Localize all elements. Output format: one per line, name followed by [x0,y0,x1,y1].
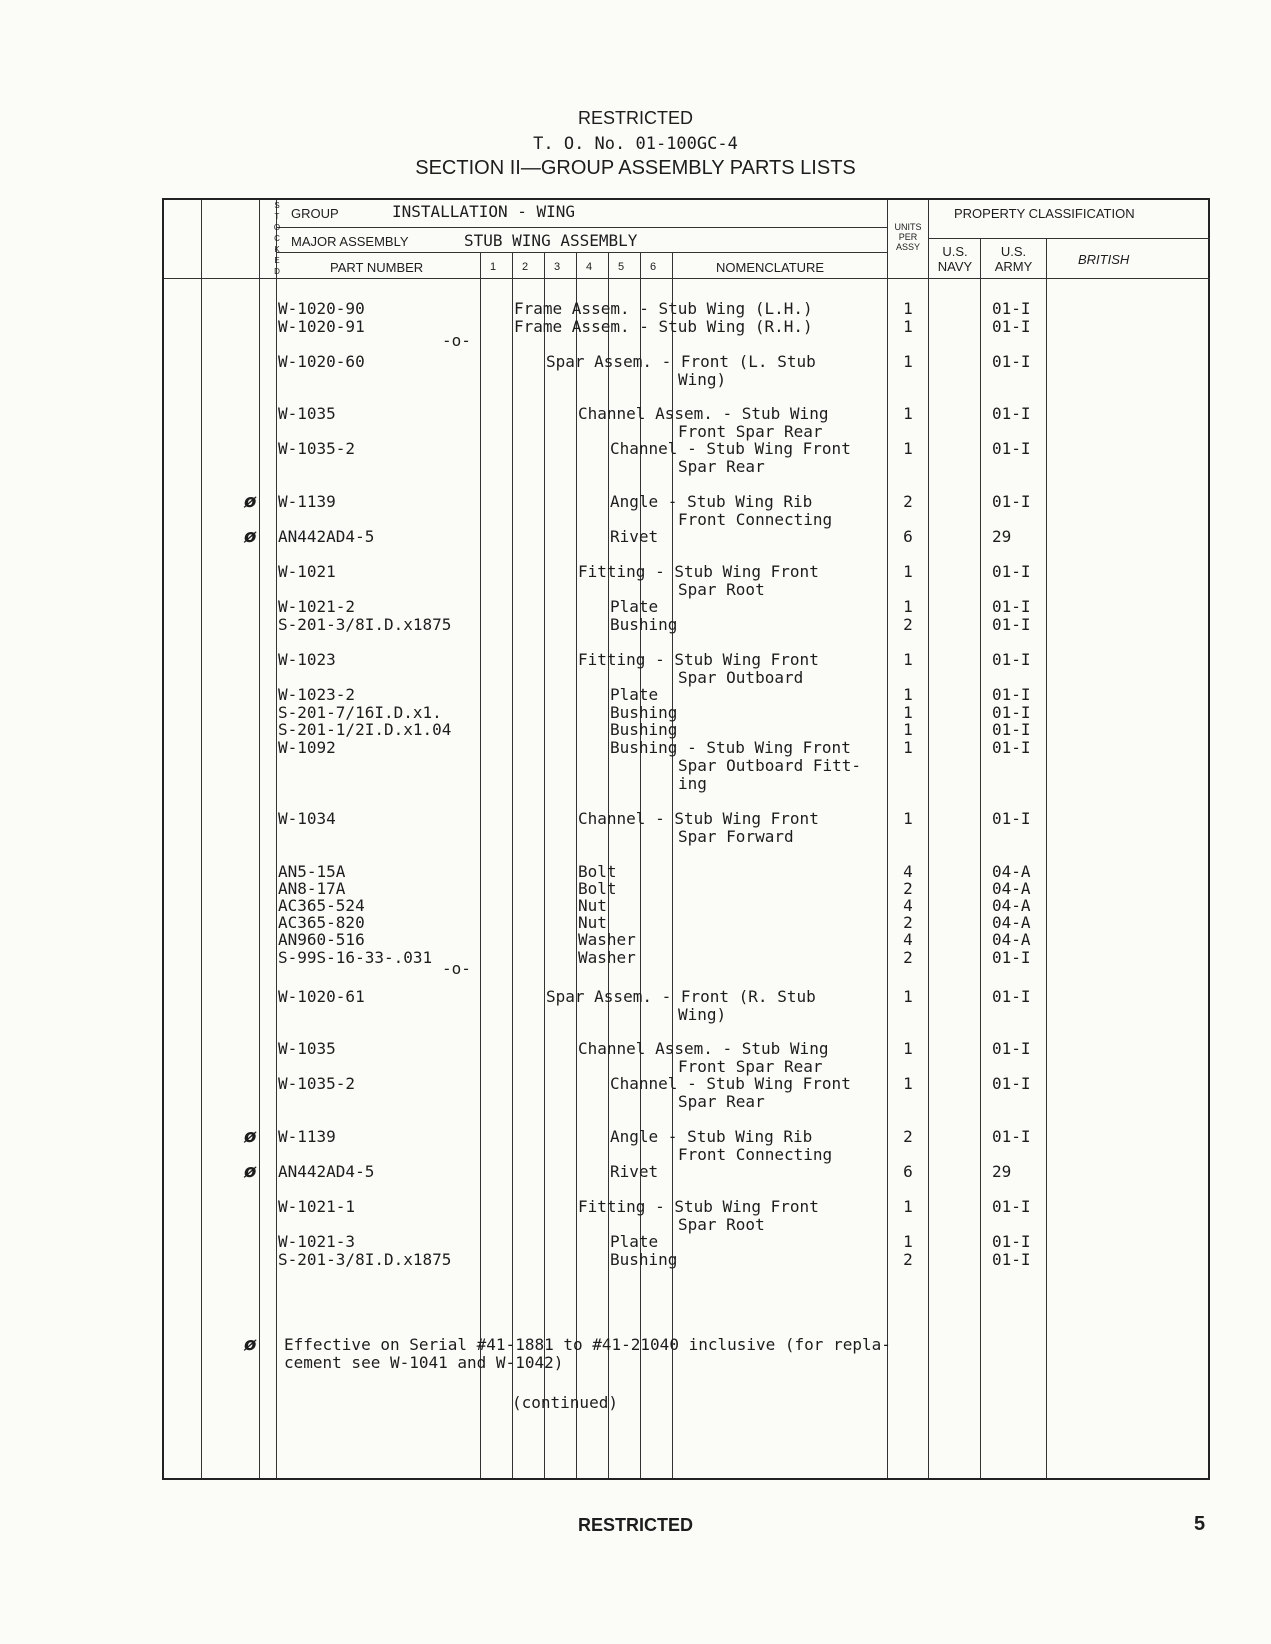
stocked-letter: S [274,201,280,210]
nomenclature: Front Connecting [678,510,833,529]
nomenclature: Spar Outboard [678,668,804,687]
indent-col-6: 6 [650,261,657,273]
indent-col-4: 4 [586,261,593,273]
part-number: S-201-1/2I.D.x1.04 [278,720,452,739]
nomenclature: Channel - Stub Wing Front [610,1074,851,1093]
army-classification: 29 [992,1162,1012,1181]
us-army-label [981,244,1046,274]
rule [276,227,887,228]
army-classification: 01-I [992,1074,1031,1093]
units-label-line: UNITS [894,222,922,232]
part-number: W-1020-60 [278,352,365,371]
army-classification: 01-I [992,597,1031,616]
part-number: W-1020-90 [278,299,365,318]
nomenclature: Plate [610,1232,659,1251]
units-per-assy: 1 [903,597,913,616]
nomenclature: Washer [578,930,636,949]
army-classification: 01-I [992,1197,1031,1216]
stock-mark: ø [244,491,257,512]
part-number: W-1035 [278,404,336,423]
army-classification: 04-A [992,879,1031,898]
units-per-assy: 1 [903,1074,913,1093]
army-classification: 01-I [992,948,1031,967]
nomenclature: Bushing [610,1250,678,1269]
part-number: W-1139 [278,492,336,511]
army-classification: 01-I [992,299,1031,318]
units-per-assy: 1 [903,1197,913,1216]
stock-mark: ø [244,526,257,547]
units-per-assy: 1 [903,317,913,336]
units-per-assy: 6 [903,1162,913,1181]
rule [576,252,577,1478]
nomenclature: Angle - Stub Wing Rib [610,1127,813,1146]
part-number: W-1021-3 [278,1232,356,1251]
part-number: AN8-17A [278,879,346,898]
stocked-letter: K [274,245,280,254]
british-label: BRITISH [1078,252,1130,267]
army-classification: 04-A [992,862,1031,881]
rule [201,200,202,1478]
rule [544,252,545,1478]
part-number: AN960-516 [278,930,365,949]
units-per-assy: 2 [903,1250,913,1269]
nomenclature: Spar Rear [678,1092,765,1111]
units-per-assy: 1 [903,562,913,581]
nomenclature: Bushing [610,615,678,634]
army-classification: 04-A [992,913,1031,932]
part-number-label: PART NUMBER [330,260,424,275]
parts-list-form [162,198,1210,1480]
rule [928,238,1210,239]
army-classification: 04-A [992,896,1031,915]
army-classification: 01-I [992,720,1031,739]
army-classification: 29 [992,527,1012,546]
army-classification: 01-I [992,352,1031,371]
nomenclature: Angle - Stub Wing Rib [610,492,813,511]
nomenclature: Bushing [610,720,678,739]
stock-mark: ø [244,1161,257,1182]
rule [640,252,641,1478]
army-classification: 01-I [992,685,1031,704]
nomenclature: Bolt [578,862,617,881]
nomenclature: Frame Assem. - Stub Wing (L.H.) [514,299,813,318]
continued-label: (continued) [512,1393,618,1412]
section-title: SECTION II—GROUP ASSEMBLY PARTS LISTS [415,157,856,179]
restricted-footer: RESTRICTED [577,1515,693,1535]
nomenclature: Frame Assem. - Stub Wing (R.H.) [514,317,813,336]
part-number: W-1023-2 [278,685,356,704]
part-number: W-1035 [278,1039,336,1058]
part-number: AC365-820 [278,913,365,932]
part-number: W-1023 [278,650,336,669]
indent-col-2: 2 [522,261,529,273]
part-number: AN5-15A [278,862,346,881]
army-classification: 01-I [992,650,1031,669]
nomenclature: Bolt [578,879,617,898]
nomenclature: Wing) [678,370,727,389]
part-number: W-1021-2 [278,597,356,616]
army-classification: 01-I [992,809,1031,828]
units-per-assy: 1 [903,650,913,669]
units-per-assy: 1 [903,299,913,318]
units-per-assy: 1 [903,738,913,757]
part-number: S-99S-16-33-.031 [278,948,433,967]
part-number: W-1021 [278,562,336,581]
group-label: GROUP [291,206,339,221]
us-navy-label [930,244,980,274]
page-number: 5 [1194,1513,1206,1535]
units-per-assy: 1 [903,1039,913,1058]
navy-label-line: NAVY [937,259,973,274]
units-per-assy: 4 [903,930,913,949]
army-classification: 01-I [992,404,1031,423]
nomenclature: Fitting - Stub Wing Front [578,1197,819,1216]
nomenclature: Spar Rear [678,457,765,476]
indent-col-1: 1 [490,261,497,273]
part-number: AN442AD4-5 [278,527,375,546]
army-classification: 01-I [992,1232,1031,1251]
units-label [888,222,928,252]
nomenclature: Spar Outboard Fitt- [678,756,862,775]
nomenclature: Front Connecting [678,1145,833,1164]
stocked-label [270,200,284,277]
part-number: W-1021-1 [278,1197,356,1216]
army-classification: 01-I [992,703,1031,722]
units-label-line: PER [898,232,918,242]
nomenclature: Washer [578,948,636,967]
stocked-letter: T [274,212,280,221]
units-per-assy: 1 [903,809,913,828]
army-label-line: ARMY [994,259,1033,274]
units-per-assy: 1 [903,404,913,423]
nomenclature: Spar Assem. - Front (R. Stub [546,987,816,1006]
nomenclature: Nut [578,896,607,915]
army-label-line: U.S. [1000,244,1027,259]
army-classification: 01-I [992,1127,1031,1146]
army-classification: 01-I [992,987,1031,1006]
units-per-assy: 4 [903,862,913,881]
units-per-assy: 2 [903,615,913,634]
nomenclature: Nut [578,913,607,932]
part-number: W-1139 [278,1127,336,1146]
part-number: W-1020-61 [278,987,365,1006]
army-classification: 01-I [992,738,1031,757]
units-per-assy: 1 [903,703,913,722]
units-per-assy: 6 [903,527,913,546]
group-value: INSTALLATION - WING [392,202,576,221]
part-number: W-1092 [278,738,336,757]
property-classification-label: PROPERTY CLASSIFICATION [954,206,1135,221]
nomenclature: Bushing - Stub Wing Front [610,738,851,757]
nomenclature: Spar Forward [678,827,794,846]
nomenclature: Channel - Stub Wing Front [578,809,819,828]
rule [259,200,260,1478]
army-classification: 04-A [992,930,1031,949]
units-per-assy: 2 [903,879,913,898]
nomenclature: Rivet [610,527,659,546]
army-classification: 01-I [992,562,1031,581]
army-classification: 01-I [992,615,1031,634]
rule [164,278,1210,279]
part-number: S-201-3/8I.D.x1875 [278,615,452,634]
nomenclature: Plate [610,597,659,616]
nomenclature: ing [678,774,707,793]
rule [480,252,481,1478]
nomenclature: Channel Assem. - Stub Wing [578,1039,829,1058]
nomenclature: Fitting - Stub Wing Front [578,562,819,581]
army-classification: 01-I [992,1039,1031,1058]
note-line-2: cement see W-1041 and W-1042) [284,1353,564,1372]
units-label-line: ASSY [895,242,920,252]
rule [980,238,981,1478]
stocked-letter: C [274,234,280,243]
units-per-assy: 1 [903,685,913,704]
units-per-assy: 4 [903,896,913,915]
units-per-assy: 2 [903,948,913,967]
nomenclature-label: NOMENCLATURE [716,260,825,275]
nomenclature: Front Spar Rear [678,422,823,441]
rule [928,200,929,1478]
part-number: W-1035-2 [278,439,356,458]
nomenclature: Front Spar Rear [678,1057,823,1076]
note-line-1: Effective on Serial #41-1881 to #41-21040 inclusive (for repla- [284,1335,891,1354]
units-per-assy: 1 [903,352,913,371]
part-number: S-201-7/16I.D.x1. [278,703,442,722]
tech-order-number: T. O. No. 01-100GC-4 [533,134,738,154]
part-number: AN442AD4-5 [278,1162,375,1181]
units-per-assy: 2 [903,492,913,511]
part-number: -o- [442,331,471,350]
indent-col-5: 5 [618,261,625,273]
nomenclature: Plate [610,685,659,704]
part-number: AC365-524 [278,896,365,915]
note-mark: ø [244,1334,257,1355]
restricted-header: RESTRICTED [577,108,693,128]
stocked-letter: O [273,223,281,232]
stocked-letter: E [274,256,280,265]
rule [672,252,673,1478]
nomenclature: Wing) [678,1005,727,1024]
units-per-assy: 1 [903,720,913,739]
part-number: S-201-3/8I.D.x1875 [278,1250,452,1269]
nomenclature: Fitting - Stub Wing Front [578,650,819,669]
nomenclature: Spar Root [678,1215,765,1234]
army-classification: 01-I [992,439,1031,458]
part-number: W-1020-91 [278,317,365,336]
rule [512,252,513,1478]
nomenclature: Spar Assem. - Front (L. Stub [546,352,816,371]
army-classification: 01-I [992,317,1031,336]
units-per-assy: 2 [903,913,913,932]
rule [276,252,887,253]
part-number: W-1035-2 [278,1074,356,1093]
navy-label-line: U.S. [942,244,968,259]
rule [887,200,888,1478]
major-assembly-label: MAJOR ASSEMBLY [291,234,409,249]
army-classification: 01-I [992,1250,1031,1269]
nomenclature: Channel Assem. - Stub Wing [578,404,829,423]
nomenclature: Bushing [610,703,678,722]
nomenclature: Rivet [610,1162,659,1181]
rule [1046,238,1047,1478]
stocked-letter: D [274,267,280,276]
units-per-assy: 1 [903,439,913,458]
nomenclature: Spar Root [678,580,765,599]
army-classification: 01-I [992,492,1031,511]
part-number: W-1034 [278,809,336,828]
part-number: -o- [442,959,471,978]
indent-col-3: 3 [554,261,561,273]
major-assembly-value: STUB WING ASSEMBLY [464,231,638,250]
rule [276,200,277,1478]
units-per-assy: 1 [903,1232,913,1251]
units-per-assy: 1 [903,987,913,1006]
nomenclature: Channel - Stub Wing Front [610,439,851,458]
units-per-assy: 2 [903,1127,913,1146]
stock-mark: ø [244,1126,257,1147]
